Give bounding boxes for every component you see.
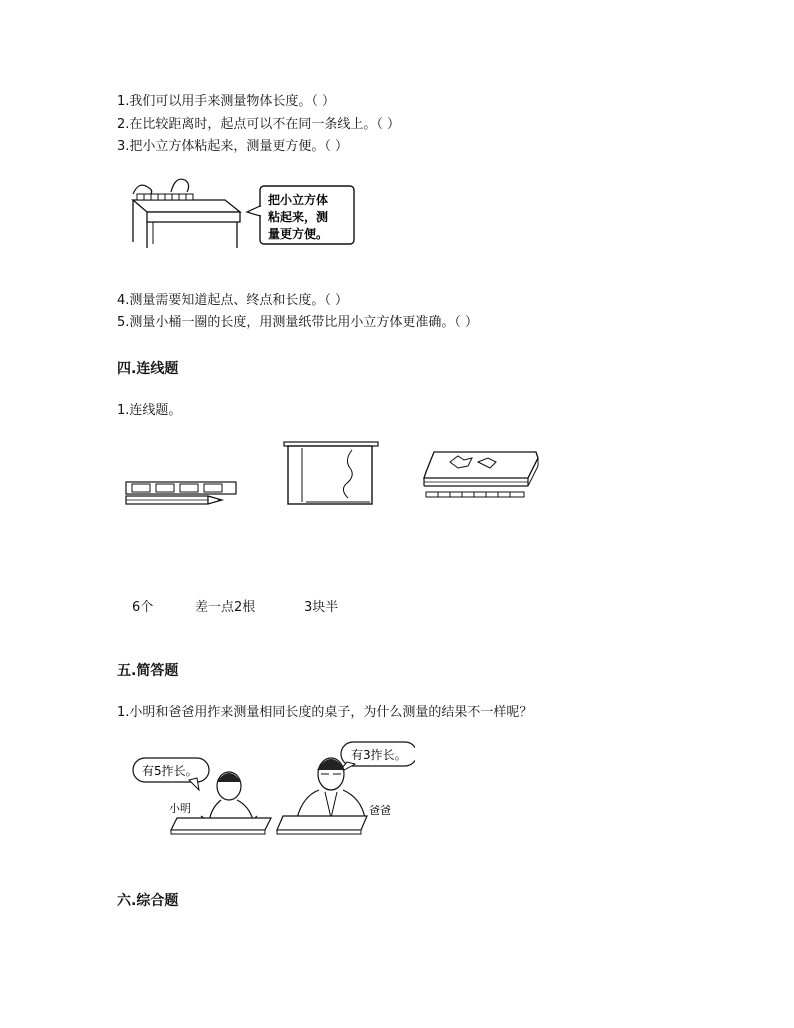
question-1: 1.我们可以用手来测量物体长度。（ ） [117,94,336,109]
boy [201,772,257,822]
match-option-2: 差一点2根 [195,600,256,615]
bubble-line-2: 粘起来，测 [268,210,329,224]
question-5: 5.测量小桶一圈的长度，用测量纸带比用小立方体更准确。（ ） [117,315,479,330]
table-edge [147,212,240,222]
left-hand [133,185,152,194]
section4-question: 1.连线题。 [117,403,182,418]
section5-question: 1.小明和爸爸用拃来测量相同长度的桌子，为什么测量的结果不一样呢？ [117,705,533,720]
father [297,758,365,818]
measuring-figure [125,740,415,844]
cubes-row [137,194,193,200]
bubble-left-text: 有5拃长。 [142,764,198,778]
table-right [277,816,367,830]
section4-title: 四.连线题 [117,361,179,377]
bubble-line-1: 把小立方体 [268,193,329,207]
bubble-line-3: 量更方便。 [268,227,329,241]
table-cubes-figure [125,172,365,252]
pencil-figure [122,478,242,510]
table-top [133,200,240,212]
book-figure [420,448,542,504]
label-right: 爸爸 [369,804,391,817]
bubble-right-text: 有3拃长。 [351,748,407,762]
match-option-3: 3块半 [304,600,339,615]
right-hand [171,179,189,192]
question-2: 2.在比较距离时，起点可以不在同一条线上。（ ） [117,117,401,132]
question-3: 3.把小立方体粘起来，测量更方便。（ ） [117,139,349,154]
question-4: 4.测量需要知道起点、终点和长度。（ ） [117,293,349,308]
label-left: 小明 [169,802,191,815]
section6-title: 六.综合题 [117,893,179,909]
board-figure [282,440,380,508]
table-left [171,818,271,830]
section5-title: 五.简答题 [117,663,179,679]
match-option-1: 6个 [132,600,154,615]
